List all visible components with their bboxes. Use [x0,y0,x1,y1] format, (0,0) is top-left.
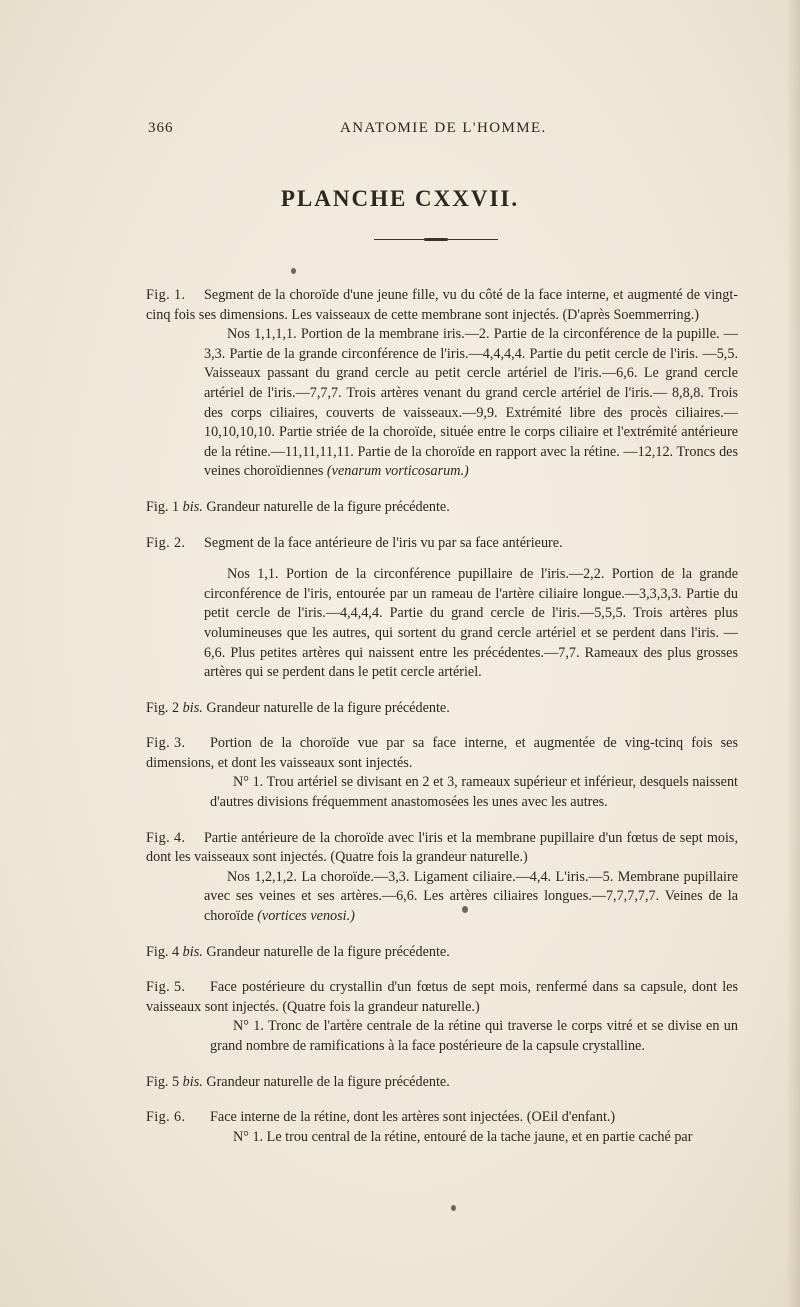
figure-label: Fig. 5 bis. [146,1073,203,1090]
figure-description: Grandeur naturelle de la figure précédente. [206,699,450,716]
figure-label: Fig. 2. [146,534,186,551]
figure-label: Fig. 4. [146,829,186,846]
figure-description: Grandeur naturelle de la figure précédente. [206,943,450,960]
figure-description: Grandeur naturelle de la figure précédente. [206,498,450,515]
figure-entry-4 [146,829,738,927]
figure-line [146,699,738,719]
figure-description: Segment de la choroïde d'une jeune fille, vu du côté de la face interne, et augmenté de vingt-cinq fois ses dimensions. Les vaisseaux de cette membrane sont injectés. (D'après Soemmerring.) [146,287,738,323]
figure-description: Portion de la choroïde vue par sa face interne, et augmentée de ving-tcinq fois ses dimensions, et dont les vaisseaux sont injectés. [146,735,738,771]
figure-description: Face interne de la rétine, dont les artères sont injectées. (OEil d'enfant.) [210,1109,616,1126]
figure-label: Fig. 3. [146,735,186,752]
ink-speck [451,1205,456,1211]
figure-entry-6 [146,1108,738,1147]
running-header [148,120,658,140]
figure-label: Fig. 5. [146,979,186,996]
figure-line [146,1073,738,1093]
figure-description: Segment de la face antérieure de l'iris vu par sa face antérieure. [204,534,563,551]
page-number: 366 [148,120,174,136]
figure-numbers: Nos 1,1. Portion de la circonférence pupillaire de l'iris.—2,2. Portion de la grande circonférence de l'iris, entourée par un rameau de l'artère ciliaire longue.—3,3,3,3. Partie du petit cercle de l'iris.—4,4,4,4. Partie du grand cercle de l'iris.—5,5,5. Trois artères plus volumineuses que les autres, qui sortent du grand cercle artériel et se perdent dans l'iris. —6,6. Plus petites artères qui naissent entre les précédentes.—7,7. Rameaux des plus grosses artères qui se perdent dans le petit cercle artériel. [204,566,738,681]
figure-entry-2bis [146,699,738,719]
figure-description: Grandeur naturelle de la figure précédente. [206,1073,450,1090]
figure-numbers: Nos 1,1,1,1. Portion de la membrane iris.—2. Partie de la circonférence de la pupille. —3,3. Partie de la grande circonférence de l'iris.—4,4,4,4. Partie du petit cercle de l'iris. —5,5. Vaisseaux passant du grand cercle au petit cercle artériel de l'iris.—6,6. Le grand cercle artériel de l'iris.—7,7,7. Trois artères venant du grand cercle artériel de l'iris.— 8,8,8. Trois des corps ciliaires, couverts de vaisseaux.—9,9. Extrémité libre des procès ciliaires.—10,10,10,10. Partie striée de la choroïde, située entre le corps ciliaire et l'extrémité antérieure de la rétine.—11,11,11,11. Partie de la choroïde en rapport avec la rétine. —12,12. Troncs des veines choroïdiennes (venarum vorticosarum.) [204,326,738,480]
figure-entry-3 [146,734,738,812]
figure-numbers: N° 1. Trou artériel se divisant en 2 et 3, rameaux supérieur et inférieur, desquels naissent d'autres divisions fréquemment anastomosées les unes avec les autres. [210,774,738,811]
figure-entry-5bis [146,1073,738,1093]
figure-numbers: N° 1. Le trou central de la rétine, entouré de la tache jaune, et en partie caché par [233,1128,693,1145]
figure-numbers: Nos 1,2,1,2. La choroïde.—3,3. Ligament ciliaire.—4,4. L'iris.—5. Membrane pupillaire avec ses veines et ses artères.—6,6. Les artères ciliaires longues.—7,7,7,7,7. Veines de la choroïde (vortices venosi.) [204,868,738,925]
latin-term: (vortices venosi.) [257,908,355,925]
figure-line [146,498,738,518]
figure-description: Face postérieure du crystallin d'un fœtus de sept mois, renfermé dans sa capsule, dont les vaisseaux sont injectés. (Quatre fois la grandeur naturelle.) [146,979,738,1015]
figure-entry-2 [146,534,738,683]
figure-entry-4bis [146,943,738,963]
figure-entry-5 [146,978,738,1056]
figure-entry-1bis [146,498,738,518]
figure-label: Fig. 6. [146,1109,186,1126]
ink-speck [291,268,296,274]
plate-title: PLANCHE CXXVII. [280,186,520,211]
figure-numbers: N° 1. Tronc de l'artère centrale de la rétine qui traverse le corps vitré et se divise en un grand nombre de ramifications à la face postérieure de la capsule crystalline. [210,1018,738,1054]
figure-line [146,943,738,963]
figure-label: Fig. 1. [146,287,186,303]
figure-label: Fig. 1 bis. [146,498,203,515]
figure-label: Fig. 4 bis. [146,943,203,960]
figure-description: Partie antérieure de la choroïde avec l'iris et la membrane pupillaire d'un fœtus de sept mois, dont les vaisseaux sont injectés. (Quatre fois la grandeur naturelle.) [146,829,738,866]
ornamental-rule [374,238,498,241]
plate-legend [146,286,738,1147]
latin-term: (venarum vorticosarum.) [326,463,469,480]
figure-label: Fig. 2 bis. [146,699,203,716]
figure-entry-1 [146,286,738,482]
running-title: ANATOMIE DE L'HOMME. [340,120,547,136]
